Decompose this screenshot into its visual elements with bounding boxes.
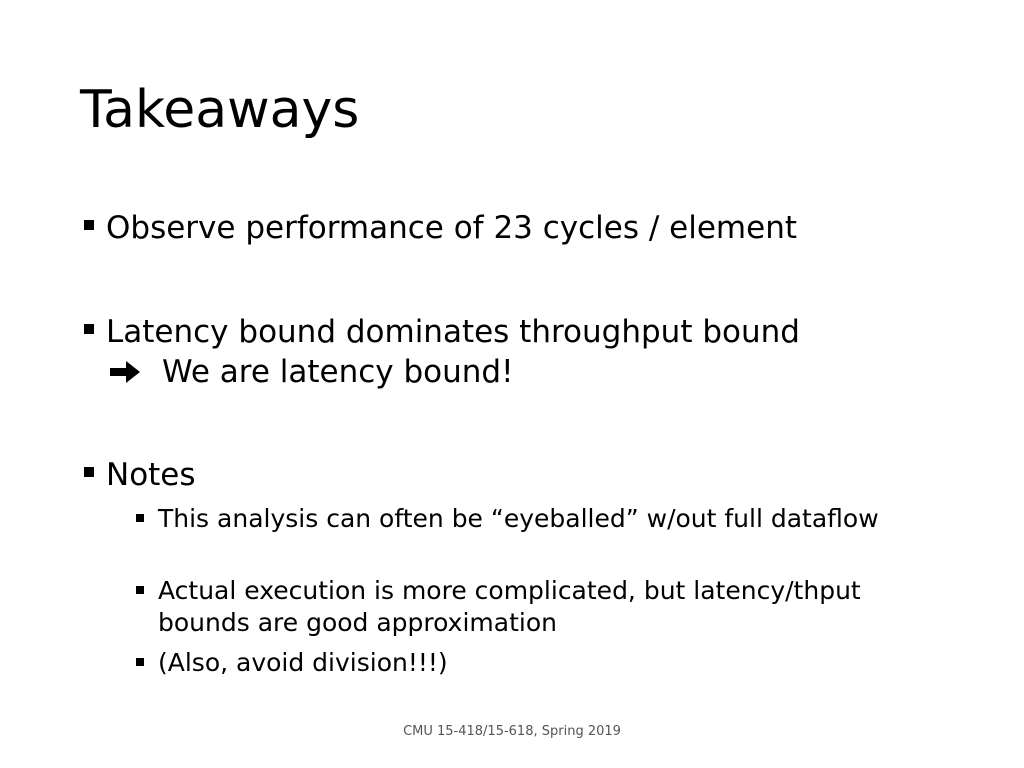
sub-bullet-eyeballed xyxy=(136,503,926,535)
sub-bullet-avoid-division xyxy=(136,647,926,679)
sub-bullet-text: This analysis can often be “eyeballed” w/out full dataflow xyxy=(158,504,879,533)
square-bullet-icon xyxy=(136,514,144,522)
slide-title: Takeaways xyxy=(80,80,360,140)
bullet-text: Latency bound dominates throughput bound xyxy=(106,314,800,350)
conclusion-line xyxy=(108,352,514,392)
square-bullet-icon xyxy=(84,324,94,334)
square-bullet-icon xyxy=(136,658,144,666)
square-bullet-icon xyxy=(84,467,94,477)
bullet-text: Notes xyxy=(106,457,196,493)
right-arrow-icon xyxy=(108,359,142,385)
sub-bullet-text: (Also, avoid division!!!) xyxy=(158,648,448,677)
square-bullet-icon xyxy=(136,586,144,594)
bullet-text: Observe performance of 23 cycles / element xyxy=(106,210,797,246)
square-bullet-icon xyxy=(84,220,94,230)
sub-bullet-text: Actual execution is more complicated, but latency/thput bounds are good approximation xyxy=(158,576,861,637)
conclusion-text: We are latency bound! xyxy=(162,354,514,390)
slide-footer: CMU 15-418/15-618, Spring 2019 xyxy=(403,724,621,739)
sub-bullet-actual-execution xyxy=(136,575,926,639)
